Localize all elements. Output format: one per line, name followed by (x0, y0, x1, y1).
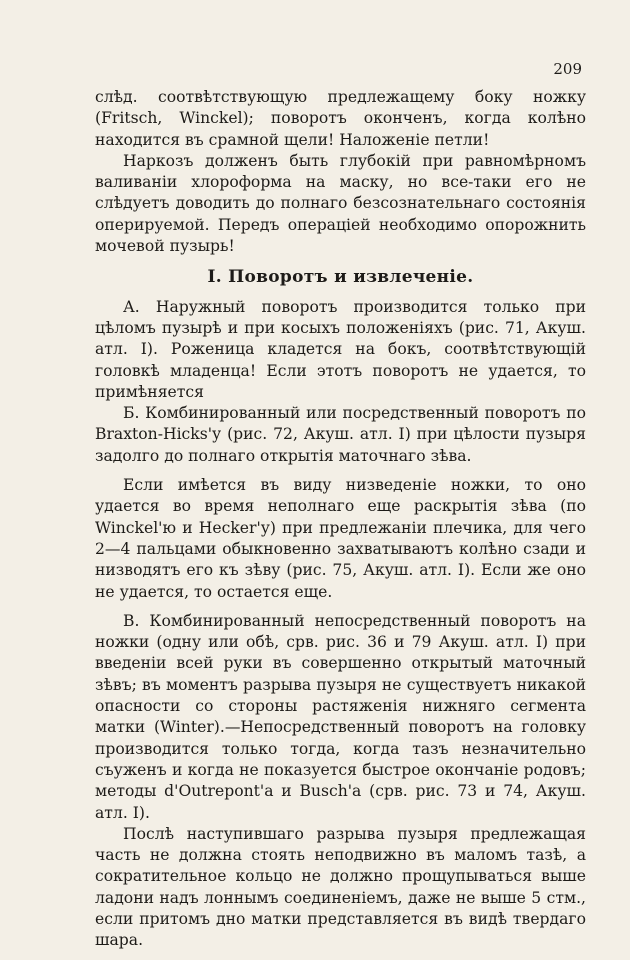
paragraph-2: Наркозъ долженъ быть глубокій при равномѣрномъ валиваніи хлороформа на маску, но все-таки его не слѣдуетъ доводить до полнаго безсознательнаго состоянія оперируемой. Передъ операціей необходимо опорожнить мочевой пузырь! (95, 151, 586, 256)
paragraph-3: А. Наружный поворотъ производится только при цѣломъ пузырѣ и при косыхъ положеніяхъ (рис. 71, Акуш. атл. I). Роженица кладется на бокъ, соотвѣтствующій головкѣ младенца! Если этотъ поворотъ не удается, то примѣняется (95, 297, 586, 401)
paragraph-4: Б. Комбинированный или посредственный поворотъ по Braxton-Hicks'у (рис. 72, Акуш. атл. I) при цѣлости пузыря задолго до полнаго открытія маточнаго зѣва. (95, 404, 586, 465)
paragraph-6: В. Комбинированный непосредственный поворотъ на ножки (одну или обѣ, срв. рис. 36 и 79 Акуш. атл. I) при введеніи всей руки въ совершенно открытый маточный зѣвъ; въ моментъ разрыва пузыря не существуетъ никакой опасности со стороны растяженія нижняго сегмента матки (Winter).—Непосредственный поворотъ на головку производится только тогда, когда тазъ незначительно съуженъ и когда не показуется быстрое окончаніе родовъ; методы d'Outrepont'a и Busch'a (срв. рис. 73 и 74, Акуш. атл. I). (95, 611, 586, 822)
body-text (95, 87, 586, 952)
spacer (95, 603, 586, 611)
page-number: 209 (553, 60, 582, 78)
paragraph-5: Если имѣется въ виду низведеніе ножки, то оно удается во время неполнаго еще раскрытія зѣва (по Winckel'ю и Hecker'у) при предлежаніи плечика, для чего 2—4 пальцами обыкновенно захватываютъ колѣно сзади и низводятъ его къ зѣву (рис. 75, Акуш. атл. I). Если же оно не удается, то остается еще. (95, 476, 586, 601)
spacer (95, 467, 586, 475)
paragraph-7: Послѣ наступившаго разрыва пузыря предлежащая часть не должна стоять неподвижно въ маломъ тазѣ, а сократительное кольцо не должно прощупываться выше ладони надъ лоннымъ соединеніемъ, даже не выше 5 стм., если притомъ дно матки представляется въ видѣ твердаго шара. (95, 824, 586, 950)
section-heading: I. Поворотъ и извлеченіе. (207, 267, 474, 288)
paragraph-1: слѣд. соотвѣтствующую предлежащему боку ножку (Fritsch, Winckel); поворотъ оконченъ, когда колѣно находится въ срамной щели! Наложеніе петли! (95, 88, 586, 149)
